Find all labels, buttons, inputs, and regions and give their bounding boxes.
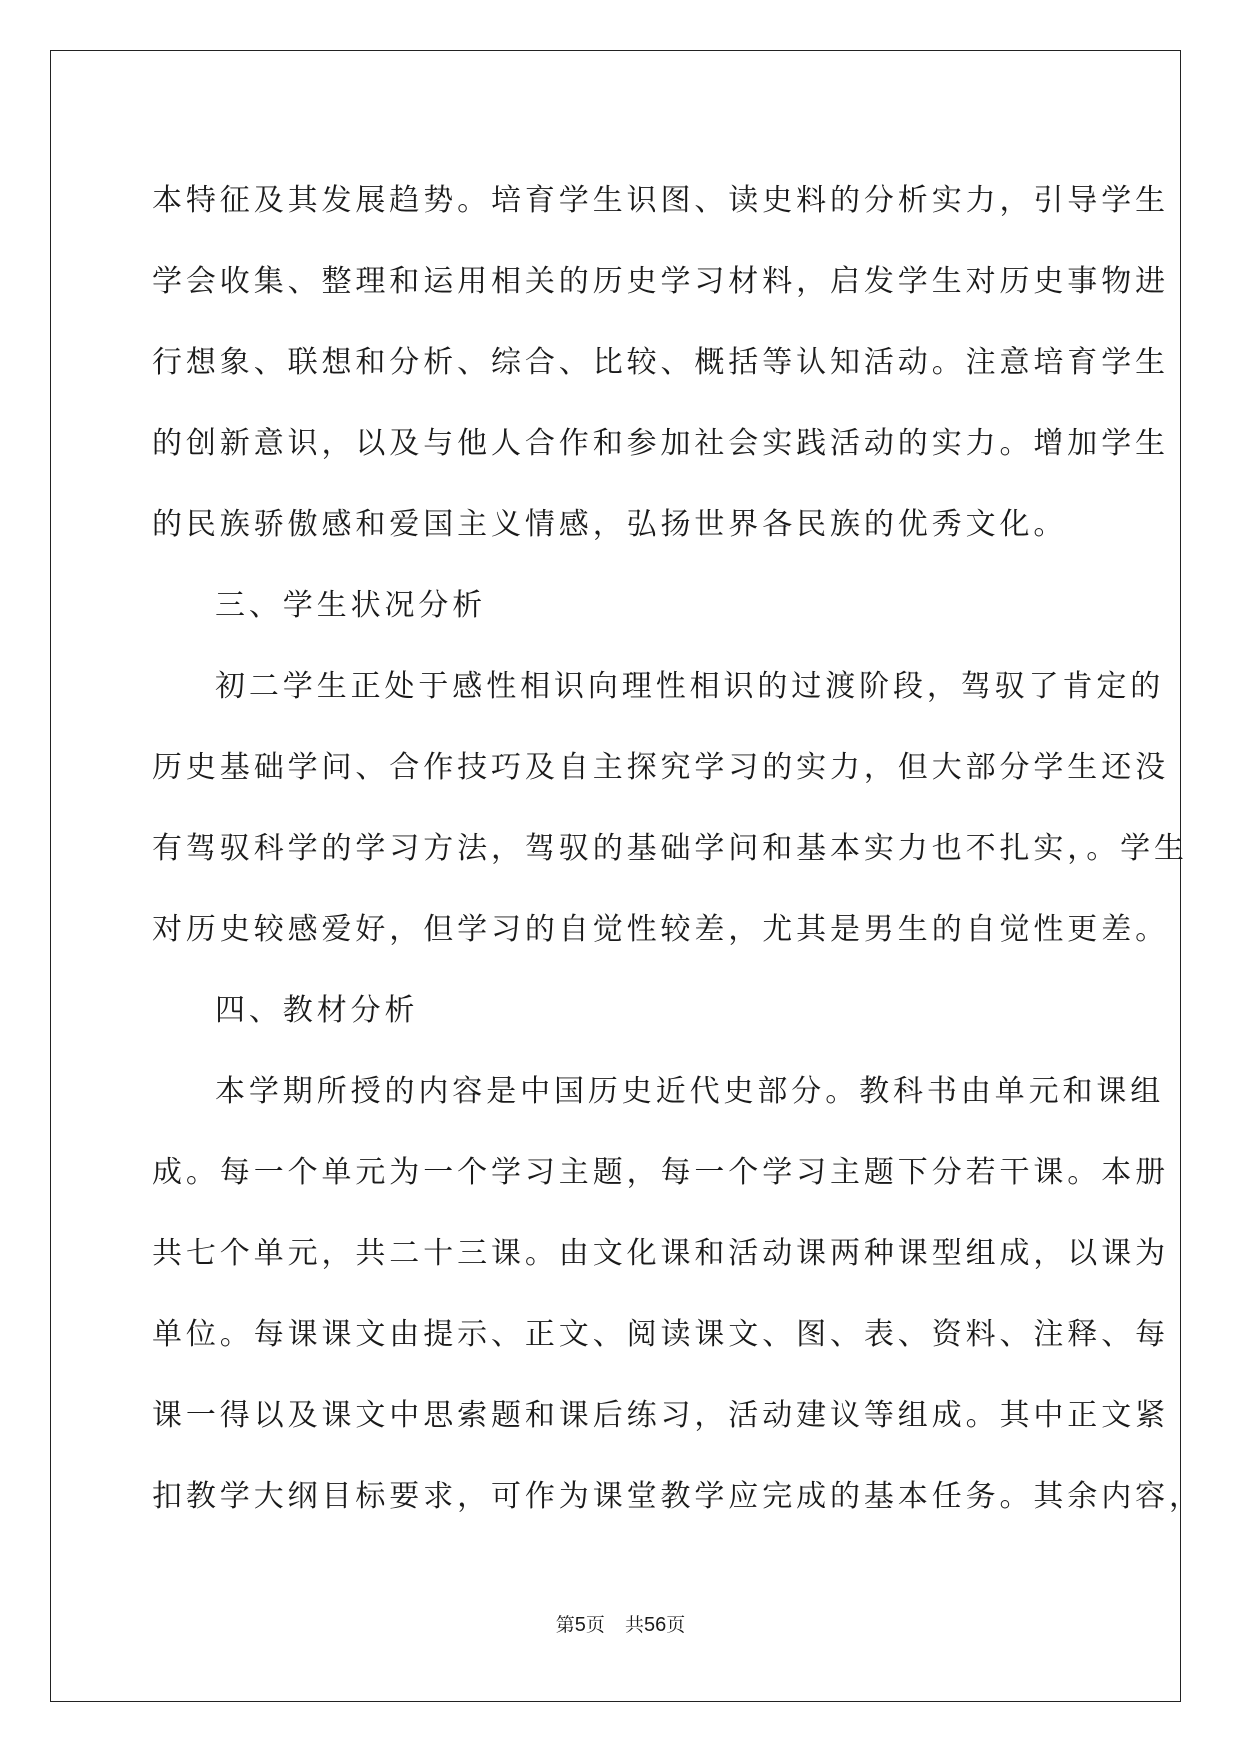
- text-line: 的创新意识，以及与他人合作和参加社会实践活动的实力。增加学生: [152, 426, 1169, 461]
- document-body: [152, 160, 1203, 1537]
- text-line: 本学期所授的内容是中国历史近代史部分。教科书由单元和课组: [215, 1074, 1165, 1109]
- text-line: 扣教学大纲目标要求，可作为课堂教学应完成的基本任务。其余内容，: [152, 1479, 1203, 1514]
- page-number: 5: [574, 1614, 586, 1636]
- section-heading-textbook-analysis: 四、教材分析: [215, 993, 419, 1028]
- total-prefix: 共: [624, 1614, 644, 1636]
- text-line: 本特征及其发展趋势。培育学生识图、读史料的分析实力，引导学生: [152, 183, 1169, 218]
- text-line: 共七个单元，共二十三课。由文化课和活动课两种课型组成，以课为: [152, 1236, 1169, 1271]
- text-line: 行想象、联想和分析、综合、比较、概括等认知活动。注意培育学生: [152, 345, 1169, 380]
- text-line: 的民族骄傲感和爱国主义情感，弘扬世界各民族的优秀文化。: [152, 507, 1068, 542]
- text-line: 有驾驭科学的学习方法，驾驭的基础学问和基本实力也不扎实，。学生: [152, 831, 1188, 866]
- text-line: 课一得以及课文中思索题和课后练习，活动建议等组成。其中正文紧: [152, 1398, 1169, 1433]
- page-footer: [0, 1610, 1241, 1637]
- page-prefix: 第: [555, 1614, 575, 1636]
- text-line: 单位。每课课文由提示、正文、阅读课文、图、表、资料、注释、每: [152, 1317, 1169, 1352]
- text-line: 历史基础学问、合作技巧及自主探究学习的实力，但大部分学生还没: [152, 750, 1169, 785]
- section-heading-student-analysis: 三、学生状况分析: [215, 588, 487, 623]
- total-pages: 56: [643, 1614, 667, 1636]
- total-suffix: 页: [666, 1614, 686, 1636]
- text-line: 成。每一个单元为一个学习主题，每一个学习主题下分若干课。本册: [152, 1155, 1169, 1190]
- text-line: 初二学生正处于感性相识向理性相识的过渡阶段，驾驭了肯定的: [215, 669, 1165, 704]
- page-suffix: 页: [585, 1614, 605, 1636]
- text-line: 对历史较感爱好，但学习的自觉性较差，尤其是男生的自觉性更差。: [152, 912, 1169, 947]
- text-line: 学会收集、整理和运用相关的历史学习材料，启发学生对历史事物进: [152, 264, 1169, 299]
